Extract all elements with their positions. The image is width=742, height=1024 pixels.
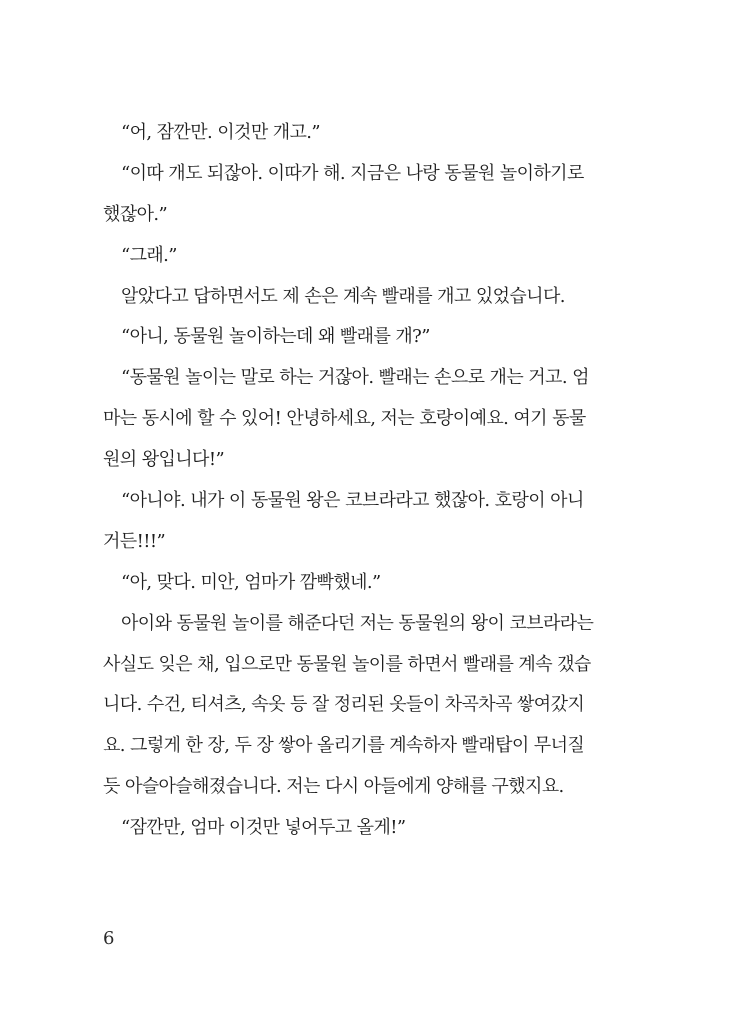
text-line: 듯 아슬아슬해졌습니다. 저는 다시 아들에게 양해를 구했지요. <box>103 776 564 798</box>
text-line: 요. 그렇게 한 장, 두 장 쌓아 올리기를 계속하자 빨래탑이 무너질 <box>103 735 585 757</box>
text-line: 원의 왕입니다!” <box>103 449 225 471</box>
page-number: 6 <box>103 928 115 949</box>
body-text <box>103 113 623 849</box>
text-line: “그래.” <box>121 244 177 266</box>
text-line: 니다. 수건, 티셔츠, 속옷 등 잘 정리된 옷들이 차곡차곡 쌓여갔지 <box>103 694 585 716</box>
text-line: “아, 맞다. 미안, 엄마가 깜빡했네.” <box>121 571 381 593</box>
text-line: “어, 잠깐만. 이것만 개고.” <box>121 122 321 143</box>
text-line: “이따 개도 되잖아. 이따가 해. 지금은 나랑 동물원 놀이하기로 <box>121 162 584 184</box>
text-line: “동물원 놀이는 말로 하는 거잖아. 빨래는 손으로 개는 거고. 엄 <box>121 367 589 389</box>
text-line: “아니야. 내가 이 동물원 왕은 코브라라고 했잖아. 호랑이 아니 <box>121 490 584 512</box>
text-line: “아니, 동물원 놀이하는데 왜 빨래를 개?” <box>121 326 430 348</box>
text-line: 아이와 동물원 놀이를 해준다던 저는 동물원의 왕이 코브라라는 <box>121 612 594 634</box>
text-line: 사실도 잊은 채, 입으로만 동물원 놀이를 하면서 빨래를 계속 갰습 <box>103 653 591 675</box>
text-line: 했잖아.” <box>103 203 168 225</box>
text-line: 알았다고 답하면서도 제 손은 계속 빨래를 개고 있었습니다. <box>121 285 565 307</box>
text-line: “잠깐만, 엄마 이것만 넣어두고 올게!” <box>121 817 406 839</box>
text-line: 마는 동시에 할 수 있어! 안녕하세요, 저는 호랑이예요. 여기 동물 <box>103 408 586 430</box>
text-line: 거든!!!” <box>103 530 166 552</box>
